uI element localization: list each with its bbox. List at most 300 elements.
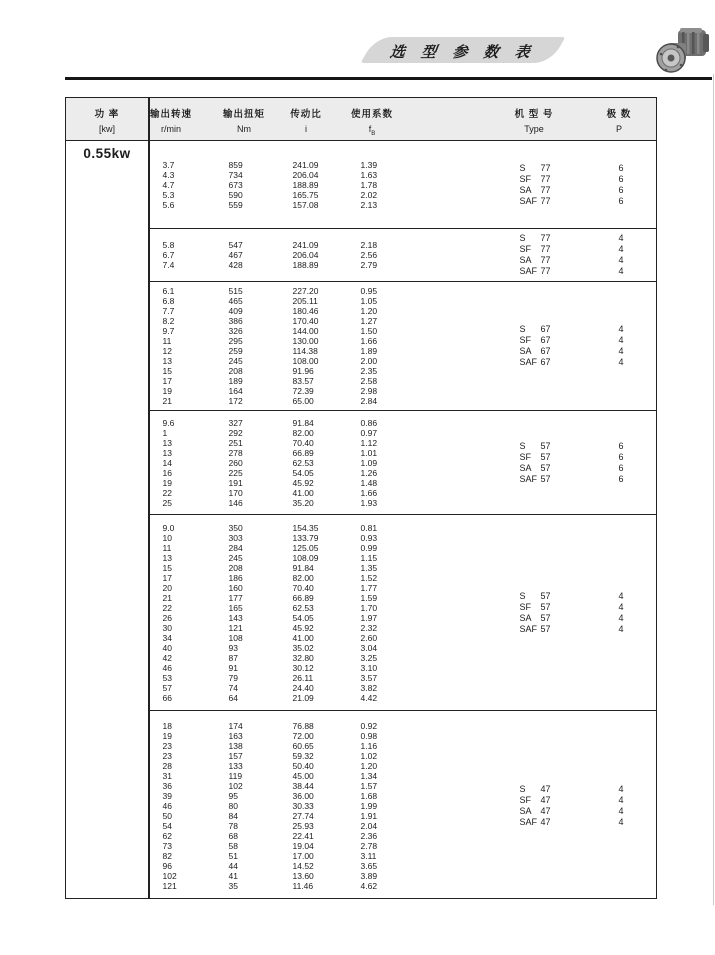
- table-row: [150, 841, 657, 851]
- model-size: 77: [540, 195, 551, 206]
- service-factor-value: 1.20: [360, 760, 378, 771]
- ratio-value: 30.12: [292, 662, 314, 673]
- table-row: [150, 478, 657, 488]
- output-speed-value: 102: [162, 870, 177, 881]
- service-factor-value: 1.35: [360, 562, 378, 573]
- ratio-value: 19.04: [292, 840, 314, 851]
- output-torque-value: 160: [228, 582, 243, 593]
- table-row: [150, 623, 657, 633]
- model-type-block: [519, 233, 624, 277]
- model-size: 57: [540, 440, 551, 451]
- service-factor-value: 1.48: [360, 477, 378, 488]
- output-speed-value: 9.7: [162, 326, 175, 336]
- model-size: 47: [540, 794, 551, 805]
- ratio-value: 62.53: [292, 602, 314, 613]
- service-factor-value: 2.79: [360, 260, 378, 270]
- ratio-value: 11.46: [292, 880, 314, 891]
- model-prefix: SAF: [519, 473, 538, 484]
- poles-value: 4: [618, 266, 624, 276]
- header-model-type: [486, 98, 582, 134]
- table-row: [150, 190, 657, 200]
- output-speed-value: 30: [162, 622, 172, 633]
- table-row: [150, 170, 657, 180]
- output-torque-value: 428: [228, 260, 243, 270]
- output-torque-value: 84: [228, 810, 238, 821]
- table-row: [150, 533, 657, 543]
- table-row: [150, 488, 657, 498]
- output-torque-value: 93: [228, 642, 238, 653]
- model-type-row: [519, 255, 624, 266]
- table-row: [150, 881, 657, 891]
- output-speed-value: 13: [162, 437, 172, 448]
- header-torque-unit: Nm: [237, 124, 251, 134]
- model-prefix: SF: [519, 451, 532, 462]
- model-size: 47: [540, 783, 551, 794]
- service-factor-value: 1.63: [360, 169, 378, 180]
- service-factor-value: 0.98: [360, 730, 378, 741]
- model-type-row: [519, 473, 624, 485]
- output-speed-value: 4.7: [162, 179, 175, 190]
- output-speed-value: 11: [162, 542, 172, 553]
- output-speed-value: 15: [162, 366, 172, 376]
- output-torque-value: 259: [228, 346, 243, 356]
- poles-value: 4: [618, 346, 624, 356]
- model-size: 77: [540, 244, 551, 254]
- output-torque-value: 121: [228, 622, 243, 633]
- service-factor-value: 1.77: [360, 582, 378, 593]
- table-row: [150, 396, 657, 406]
- output-speed-value: 17: [162, 572, 172, 583]
- table-row: [150, 448, 657, 458]
- model-prefix: S: [519, 233, 526, 243]
- ratio-value: 70.40: [292, 437, 314, 448]
- table-row: [150, 573, 657, 583]
- ratio-value: 35.20: [292, 497, 314, 508]
- service-factor-value: 3.82: [360, 682, 378, 693]
- output-speed-value: 10: [162, 532, 172, 543]
- ratio-value: 13.60: [292, 870, 314, 881]
- table-row: [150, 831, 657, 841]
- service-factor-value: 4.42: [360, 692, 378, 703]
- ratio-value: 241.09: [292, 240, 319, 250]
- ratio-value: 45.92: [292, 622, 314, 633]
- service-factor-value: 1.09: [360, 457, 378, 468]
- poles-value: 4: [618, 233, 624, 243]
- output-speed-value: 34: [162, 632, 172, 643]
- table-row: [150, 543, 657, 553]
- service-factor-value: 1.27: [360, 316, 378, 326]
- ratio-value: 26.11: [292, 672, 314, 683]
- model-prefix: S: [519, 440, 526, 451]
- ratio-value: 206.04: [292, 169, 319, 180]
- service-factor-value: 1.70: [360, 602, 378, 613]
- ratio-value: 41.00: [292, 487, 314, 498]
- ratio-value: 22.41: [292, 830, 314, 841]
- model-type-row: [519, 335, 624, 346]
- table-row: [150, 523, 657, 533]
- output-speed-value: 96: [162, 860, 172, 871]
- output-speed-value: 19: [162, 730, 172, 741]
- output-torque-value: 465: [228, 296, 243, 306]
- service-factor-value: 1.01: [360, 447, 378, 458]
- table-row: [150, 653, 657, 663]
- header-fb-unit: $f_B$: [368, 124, 376, 137]
- service-factor-value: 4.62: [360, 880, 378, 891]
- table-row: [150, 250, 657, 260]
- poles-value: 6: [618, 162, 624, 173]
- output-torque-value: 292: [228, 427, 243, 438]
- parameter-table: [65, 97, 657, 899]
- output-speed-value: 19: [162, 386, 172, 396]
- service-factor-value: 2.78: [360, 840, 378, 851]
- service-factor-value: 3.25: [360, 652, 378, 663]
- table-row: [150, 286, 657, 296]
- table-row: [150, 386, 657, 396]
- model-prefix: SA: [519, 805, 532, 816]
- table-row: [150, 438, 657, 448]
- table-row: [150, 240, 657, 250]
- table-row: [150, 673, 657, 683]
- ratio-value: 157.08: [292, 199, 319, 210]
- table-row: [150, 811, 657, 821]
- output-speed-value: 13: [162, 447, 172, 458]
- ratio-value: 59.32: [292, 750, 314, 761]
- gear-motor-image: [654, 25, 712, 79]
- data-group: [150, 141, 657, 229]
- output-speed-value: 53: [162, 672, 172, 683]
- table-row: [150, 296, 657, 306]
- table-header: [66, 98, 656, 141]
- poles-value: 6: [618, 173, 624, 184]
- output-speed-value: 13: [162, 356, 172, 366]
- header-speed-unit: r/min: [161, 124, 181, 134]
- output-torque-value: 78: [228, 820, 238, 831]
- service-factor-value: 0.93: [360, 532, 378, 543]
- poles-value: 4: [618, 357, 624, 367]
- service-factor-value: 1.05: [360, 296, 378, 306]
- ratio-value: 241.09: [292, 159, 319, 170]
- model-type-row: [519, 623, 624, 635]
- ratio-value: 170.40: [292, 316, 319, 326]
- output-speed-value: 21: [162, 592, 172, 603]
- table-row: [150, 851, 657, 861]
- output-speed-value: 40: [162, 642, 172, 653]
- header-poles: [571, 98, 667, 134]
- output-speed-value: 14: [162, 457, 172, 468]
- model-size: 67: [540, 357, 551, 367]
- model-prefix: S: [519, 783, 526, 794]
- service-factor-value: 0.99: [360, 542, 378, 553]
- model-size: 67: [540, 346, 551, 356]
- table-row: [150, 603, 657, 613]
- model-size: 67: [540, 324, 551, 334]
- model-type-row: [519, 451, 624, 463]
- table-row: [150, 498, 657, 508]
- table-body: [150, 141, 657, 900]
- poles-value: 4: [618, 623, 624, 634]
- service-factor-value: 1.68: [360, 790, 378, 801]
- model-type-row: [519, 266, 624, 277]
- model-size: 77: [540, 233, 551, 243]
- table-row: [150, 468, 657, 478]
- poles-value: 6: [618, 451, 624, 462]
- output-torque-value: 295: [228, 336, 243, 346]
- model-size: 77: [540, 162, 551, 173]
- ratio-value: 60.65: [292, 740, 314, 751]
- service-factor-value: 2.00: [360, 356, 378, 366]
- ratio-value: 82.00: [292, 427, 314, 438]
- output-speed-value: 22: [162, 602, 172, 613]
- table-row: [150, 346, 657, 356]
- model-size: 77: [540, 255, 551, 265]
- service-factor-value: 1.52: [360, 572, 378, 583]
- service-factor-value: 3.65: [360, 860, 378, 871]
- output-torque-value: 165: [228, 602, 243, 613]
- output-speed-value: 3.7: [162, 159, 175, 170]
- ratio-value: 14.52: [292, 860, 314, 871]
- table-row: [150, 336, 657, 346]
- poles-value: 4: [618, 335, 624, 345]
- ratio-value: 82.00: [292, 572, 314, 583]
- ratio-value: 188.89: [292, 179, 319, 190]
- table-row: [150, 428, 657, 438]
- output-speed-value: 82: [162, 850, 172, 861]
- table-row: [150, 751, 657, 761]
- table-row: [150, 356, 657, 366]
- model-type-block: [519, 324, 624, 368]
- output-torque-value: 91: [228, 662, 238, 673]
- table-row: [150, 260, 657, 270]
- poles-value: 4: [618, 244, 624, 254]
- model-type-block: [519, 590, 624, 635]
- output-speed-value: 1: [162, 427, 168, 438]
- output-torque-value: 547: [228, 240, 243, 250]
- output-torque-value: 189: [228, 376, 243, 386]
- output-torque-value: 41: [228, 870, 238, 881]
- output-torque-value: 143: [228, 612, 243, 623]
- model-size: 57: [540, 473, 551, 484]
- service-factor-value: 2.02: [360, 189, 378, 200]
- output-speed-value: 26: [162, 612, 172, 623]
- model-type-row: [519, 233, 624, 244]
- poles-value: 4: [618, 590, 624, 601]
- output-torque-value: 119: [228, 770, 243, 781]
- table-row: [150, 326, 657, 336]
- ratio-value: 72.00: [292, 730, 314, 741]
- ratio-value: 70.40: [292, 582, 314, 593]
- output-torque-value: 79: [228, 672, 238, 683]
- ratio-value: 66.89: [292, 592, 314, 603]
- service-factor-value: 3.04: [360, 642, 378, 653]
- service-factor-value: 2.84: [360, 396, 378, 406]
- header-type-unit: Type: [524, 124, 544, 134]
- ratio-value: 205.11: [292, 296, 318, 306]
- table-row: [150, 761, 657, 771]
- service-factor-value: 1.97: [360, 612, 378, 623]
- ratio-value: 27.74: [292, 810, 314, 821]
- service-factor-value: 2.18: [360, 240, 378, 250]
- service-factor-value: 0.95: [360, 286, 378, 296]
- output-speed-value: 57: [162, 682, 172, 693]
- ratio-value: 144.00: [292, 326, 319, 336]
- table-row: [150, 376, 657, 386]
- service-factor-value: 1.89: [360, 346, 378, 356]
- output-torque-value: 51: [228, 850, 238, 861]
- service-factor-value: 1.34: [360, 770, 378, 781]
- ratio-value: 188.89: [292, 260, 319, 270]
- output-torque-value: 186: [228, 572, 243, 583]
- service-factor-value: 0.97: [360, 427, 378, 438]
- poles-value: 4: [618, 794, 624, 805]
- output-speed-value: 42: [162, 652, 172, 663]
- poles-value: 4: [618, 255, 624, 265]
- ratio-value: 206.04: [292, 250, 319, 260]
- output-torque-value: 95: [228, 790, 238, 801]
- service-factor-value: 1.26: [360, 467, 378, 478]
- model-prefix: SA: [519, 612, 532, 623]
- ratio-value: 36.00: [292, 790, 314, 801]
- model-prefix: SF: [519, 173, 532, 184]
- output-speed-value: 12: [162, 346, 172, 356]
- model-size: 77: [540, 184, 551, 195]
- ratio-value: 83.57: [292, 376, 314, 386]
- output-speed-value: 66: [162, 692, 172, 703]
- output-torque-value: 177: [228, 592, 243, 603]
- output-torque-value: 191: [228, 477, 243, 488]
- output-torque-value: 174: [228, 720, 243, 731]
- ratio-value: 130.00: [292, 336, 319, 346]
- poles-value: 4: [618, 324, 624, 334]
- table-row: [150, 771, 657, 781]
- service-factor-value: 0.81: [360, 522, 378, 533]
- table-row: [150, 316, 657, 326]
- table-row: [150, 683, 657, 693]
- header-power-zh: 功 率: [94, 109, 120, 120]
- output-speed-value: 11: [162, 336, 172, 346]
- power-rating-label: 0.55kw: [83, 146, 131, 161]
- output-torque-value: 80: [228, 800, 238, 811]
- service-factor-value: 0.86: [360, 417, 378, 428]
- service-factor-value: 1.78: [360, 179, 378, 190]
- model-prefix: SA: [519, 255, 532, 265]
- output-speed-value: 73: [162, 840, 172, 851]
- table-row: [150, 801, 657, 811]
- output-speed-value: 36: [162, 780, 172, 791]
- table-row: [150, 366, 657, 376]
- output-speed-value: 6.7: [162, 250, 175, 260]
- output-torque-value: 859: [228, 159, 243, 170]
- header-rule: [65, 77, 712, 80]
- service-factor-value: 2.35: [360, 366, 378, 376]
- header-ratio-zh: 传动比: [290, 109, 322, 120]
- table-row: [150, 160, 657, 170]
- model-size: 57: [540, 601, 551, 612]
- model-size: 77: [540, 266, 551, 276]
- output-speed-value: 19: [162, 477, 172, 488]
- output-torque-value: 673: [228, 179, 243, 190]
- data-group: [150, 411, 657, 515]
- output-speed-value: 31: [162, 770, 172, 781]
- service-factor-value: 2.13: [360, 199, 378, 210]
- output-torque-value: 386: [228, 316, 243, 326]
- poles-value: 4: [618, 601, 624, 612]
- ratio-value: 227.20: [292, 286, 319, 296]
- model-size: 57: [540, 451, 551, 462]
- model-prefix: S: [519, 324, 526, 334]
- ratio-value: 54.05: [292, 612, 314, 623]
- output-speed-value: 17: [162, 376, 172, 386]
- ratio-value: 91.84: [292, 562, 314, 573]
- output-torque-value: 170: [228, 487, 243, 498]
- poles-value: 4: [618, 805, 624, 816]
- header-ratio-unit: i: [305, 124, 307, 134]
- model-type-row: [519, 794, 624, 806]
- output-torque-value: 260: [228, 457, 243, 468]
- output-torque-value: 284: [228, 542, 243, 553]
- ratio-value: 72.39: [292, 386, 314, 396]
- output-speed-value: 7.4: [162, 260, 175, 270]
- model-prefix: SAF: [519, 816, 538, 827]
- service-factor-value: 1.20: [360, 306, 378, 316]
- poles-value: 6: [618, 440, 624, 451]
- output-speed-value: 15: [162, 562, 172, 573]
- ratio-value: 165.75: [292, 189, 319, 200]
- ratio-value: 32.80: [292, 652, 314, 663]
- table-row: [150, 821, 657, 831]
- model-prefix: SA: [519, 184, 532, 195]
- model-type-row: [519, 324, 624, 335]
- data-group: [150, 229, 657, 282]
- output-torque-value: 467: [228, 250, 243, 260]
- model-prefix: SF: [519, 244, 532, 254]
- model-prefix: SAF: [519, 623, 538, 634]
- output-speed-value: 62: [162, 830, 172, 841]
- output-speed-value: 23: [162, 750, 172, 761]
- service-factor-value: 2.58: [360, 376, 378, 386]
- model-type-row: [519, 195, 624, 207]
- model-type-block: [519, 440, 624, 485]
- model-size: 57: [540, 612, 551, 623]
- table-row: [150, 741, 657, 751]
- model-type-row: [519, 346, 624, 357]
- service-factor-value: 2.60: [360, 632, 378, 643]
- table-row: [150, 200, 657, 210]
- output-speed-value: 9.6: [162, 417, 175, 428]
- table-row: [150, 180, 657, 190]
- ratio-value: 91.96: [292, 366, 314, 376]
- model-type-row: [519, 162, 624, 174]
- model-type-row: [519, 601, 624, 613]
- output-speed-value: 121: [162, 880, 177, 891]
- header-power-unit: [kw]: [98, 124, 115, 134]
- header-poles-zh: 极 数: [606, 109, 632, 120]
- table-row: [150, 583, 657, 593]
- output-torque-value: 278: [228, 447, 243, 458]
- output-torque-value: 327: [228, 417, 243, 428]
- page-title: 选 型 参 数 表: [388, 44, 537, 61]
- service-factor-value: 2.32: [360, 622, 378, 633]
- model-type-row: [519, 440, 624, 452]
- output-speed-value: 46: [162, 800, 172, 811]
- output-torque-value: 590: [228, 189, 243, 200]
- model-type-row: [519, 173, 624, 185]
- table-row: [150, 643, 657, 653]
- table-row: [150, 663, 657, 673]
- output-torque-value: 225: [228, 467, 243, 478]
- data-group: [150, 515, 657, 711]
- output-torque-value: 68: [228, 830, 238, 841]
- table-row: [150, 731, 657, 741]
